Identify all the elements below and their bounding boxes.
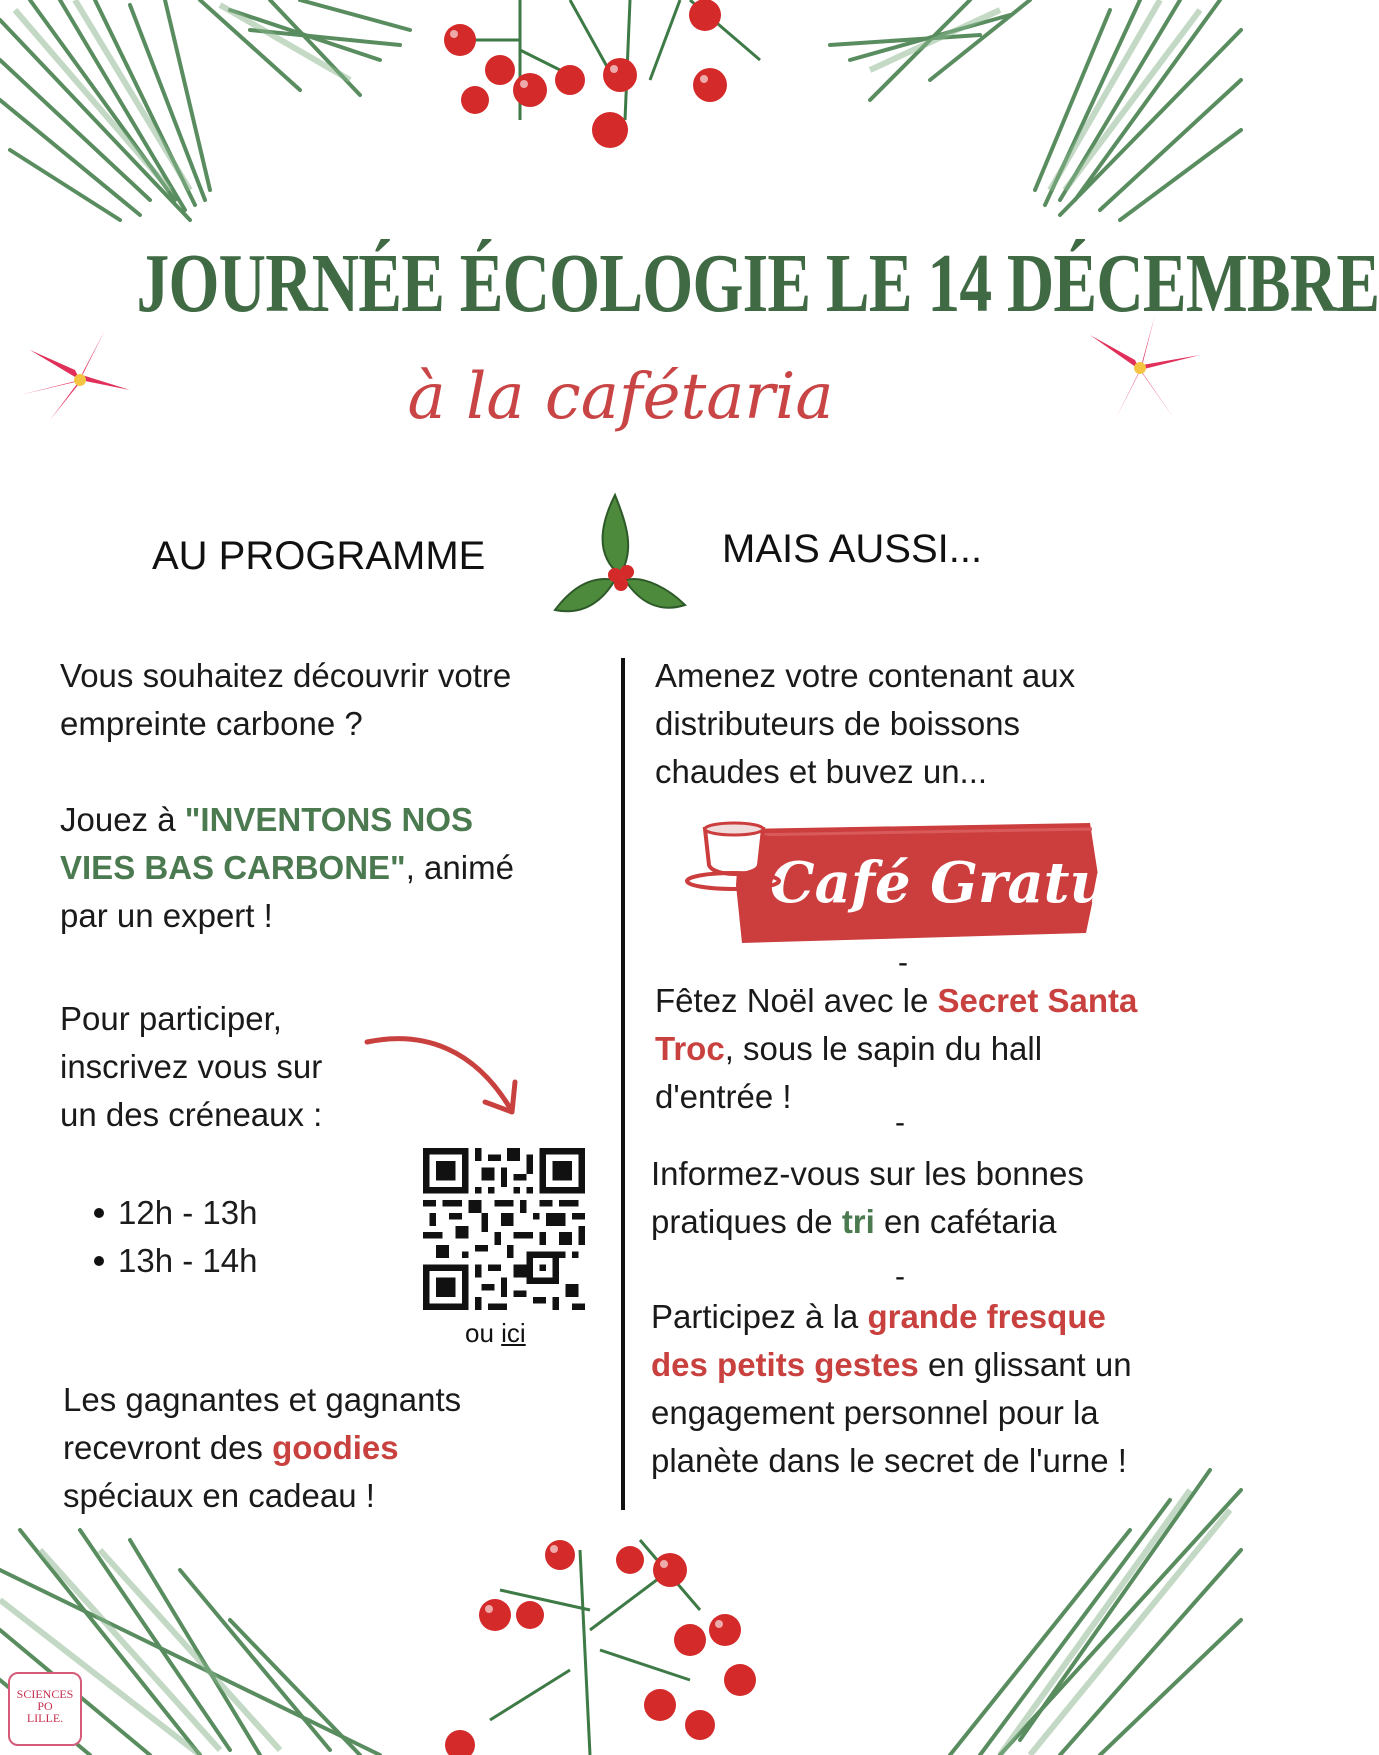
fresque-prefix: Participez à la (651, 1298, 868, 1335)
santa-line: d'entrée ! (655, 1078, 792, 1115)
qr-caption-prefix: ou (465, 1318, 502, 1348)
bring-line: chaudes et buvez un... (655, 753, 988, 790)
tri-suffix: en cafétaria (874, 1203, 1057, 1240)
bring-line: Amenez votre contenant aux (655, 657, 1076, 694)
program-heading: AU PROGRAMME (152, 534, 486, 578)
logo-line: SCIENCES (16, 1687, 74, 1701)
logo-line: PO (37, 1699, 53, 1713)
signup-link[interactable]: ici (501, 1318, 526, 1348)
santa-suffix: , sous le sapin du hall (724, 1030, 1043, 1067)
column-divider (621, 658, 625, 1510)
slot-item: 13h - 14h (60, 1237, 257, 1285)
fresque-text (651, 1293, 1231, 1485)
fresque-suffix: en glissant un (918, 1346, 1132, 1383)
slot-list (60, 1189, 257, 1285)
tri-line: Informez-vous sur les bonnes (651, 1155, 1084, 1192)
qr-caption (465, 1318, 526, 1349)
coffee-cup-icon (683, 815, 793, 900)
separator: - (895, 1260, 905, 1293)
bring-line: distributeurs de boissons (655, 705, 1021, 742)
santa-text (655, 977, 1225, 1121)
game-line: par un expert ! (60, 897, 273, 934)
game-name: VIES BAS CARBONE" (60, 849, 406, 886)
also-heading: MAIS AUSSI... (722, 527, 983, 571)
holly-icon (555, 495, 685, 620)
goodies-highlight: goodies (272, 1429, 399, 1466)
berry-icon (430, 0, 810, 160)
winners-prefix: recevront des (63, 1429, 273, 1466)
winners-line: Les gagnantes et gagnants (63, 1381, 462, 1418)
separator: - (895, 1106, 905, 1139)
berry-icon (440, 1530, 820, 1755)
logo-line: LILLE. (26, 1711, 64, 1725)
curved-arrow-icon (365, 1030, 525, 1120)
fresque-line: planète dans le secret de l'urne ! (651, 1442, 1127, 1479)
winners-text (63, 1376, 603, 1520)
pine-branch-icon (830, 0, 1241, 230)
game-text (60, 796, 600, 940)
page-subtitle: à la cafétaria (407, 360, 834, 434)
game-line (60, 844, 600, 892)
fresque-highlight: grande fresque (867, 1298, 1106, 1335)
tri-text (651, 1150, 1221, 1246)
fresque-highlight: des petits gestes (651, 1346, 919, 1383)
page-title: JOURNÉE ÉCOLOGIE LE 14 DÉCEMBRE (136, 237, 1379, 330)
game-suffix: , animé (405, 849, 514, 886)
tri-highlight: tri (841, 1203, 875, 1240)
fresque-line (651, 1341, 1231, 1389)
pine-branch-icon (940, 1470, 1241, 1755)
winners-line (63, 1424, 603, 1472)
secret-santa-highlight: Secret Santa (937, 982, 1138, 1019)
bring-cup-text (655, 652, 1215, 796)
signup-line: Pour participer, (60, 1000, 282, 1037)
winners-line: spéciaux en cadeau ! (63, 1477, 375, 1514)
fresque-line (651, 1293, 1231, 1341)
fresque-line: engagement personnel pour la (651, 1394, 1099, 1431)
signup-line: un des créneaux : (60, 1096, 323, 1133)
qr-code-icon[interactable] (423, 1148, 585, 1310)
signup-text (60, 995, 400, 1139)
santa-prefix: Fêtez Noël avec le (655, 982, 938, 1019)
santa-line (655, 977, 1225, 1025)
game-prefix: Jouez à (60, 801, 185, 838)
tri-prefix: pratiques de (651, 1203, 842, 1240)
intro-line: empreinte carbone ? (60, 705, 363, 742)
signup-line: inscrivez vous sur (60, 1048, 323, 1085)
slot-item: 12h - 13h (60, 1189, 257, 1237)
pine-branch-icon (0, 0, 420, 230)
game-name: "INVENTONS NOS (184, 801, 474, 838)
sciences-po-lille-logo (8, 1672, 82, 1746)
game-line (60, 796, 600, 844)
intro-line: Vous souhaitez découvrir votre (60, 657, 512, 694)
tri-line (651, 1198, 1221, 1246)
intro-text (60, 652, 600, 748)
santa-line (655, 1025, 1225, 1073)
cafe-banner-text: Café Gratuit (770, 850, 1158, 916)
separator: - (898, 946, 908, 979)
troc-highlight: Troc (655, 1030, 725, 1067)
